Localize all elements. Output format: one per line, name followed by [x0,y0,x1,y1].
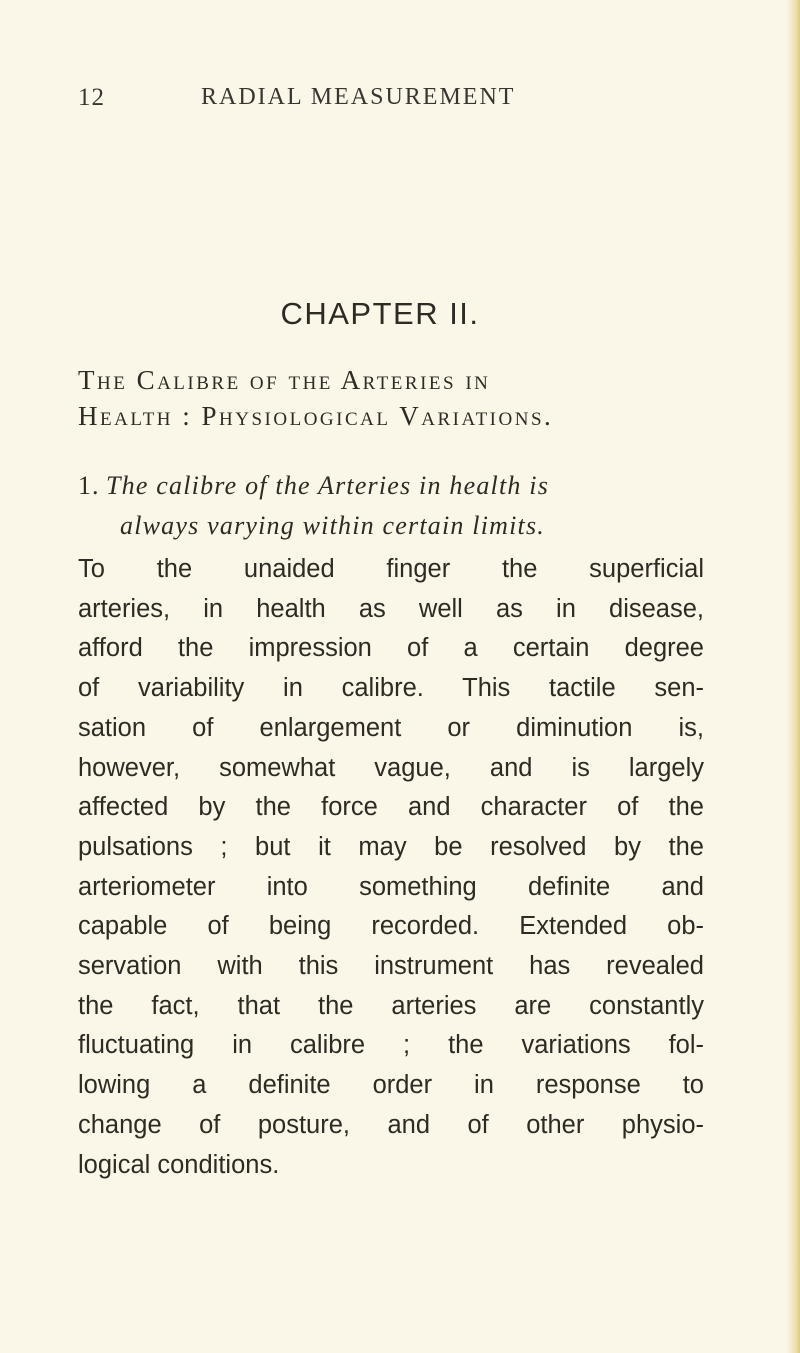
body-paragraph [78,550,704,1185]
running-title: RADIAL MEASUREMENT [201,84,516,110]
body-line: sation of enlargement or diminution is, [78,713,704,742]
body-line: servation with this instrument has revealed [78,952,704,981]
body-line: affected by the force and character of the [78,793,704,822]
body-line: fluctuating in calibre ; the variations fol- [78,1031,704,1060]
proposition-line-1: The calibre of the Arteries in health is [106,471,550,500]
body-line: To the unaided finger the superficial [78,555,704,583]
chapter-title-line-2: Health : Physiological Variations. [78,401,554,431]
body-line: afford the impression of a certain degree [78,634,704,663]
running-head [78,84,698,124]
chapter-title-line-1: The Calibre of the Arteries in [78,365,491,395]
chapter-title [78,362,738,434]
chapter-heading: CHAPTER II. [280,296,480,331]
body-line: of variability in calibre. This tactile sen- [78,674,704,703]
proposition-number: 1. [78,471,100,500]
body-line: however, somewhat vague, and is largely [78,753,704,782]
body-line: arteriometer into something definite and [78,872,704,901]
body-line: logical conditions. [78,1150,280,1179]
body-line: capable of being recorded. Extended ob- [78,912,704,941]
page-edge-shading [786,0,800,1353]
body-line: pulsations ; but it may be resolved by the [78,832,704,861]
body-line: arteries, in health as well as in disease, [78,594,704,623]
body-line: lowing a definite order in response to [78,1071,704,1100]
proposition-line-2: always varying within certain limits. [120,511,545,540]
proposition [78,466,718,546]
page-number: 12 [78,84,105,111]
body-line: the fact, that the arteries are constantly [78,991,704,1020]
body-line: change of posture, and of other physio- [78,1110,704,1139]
